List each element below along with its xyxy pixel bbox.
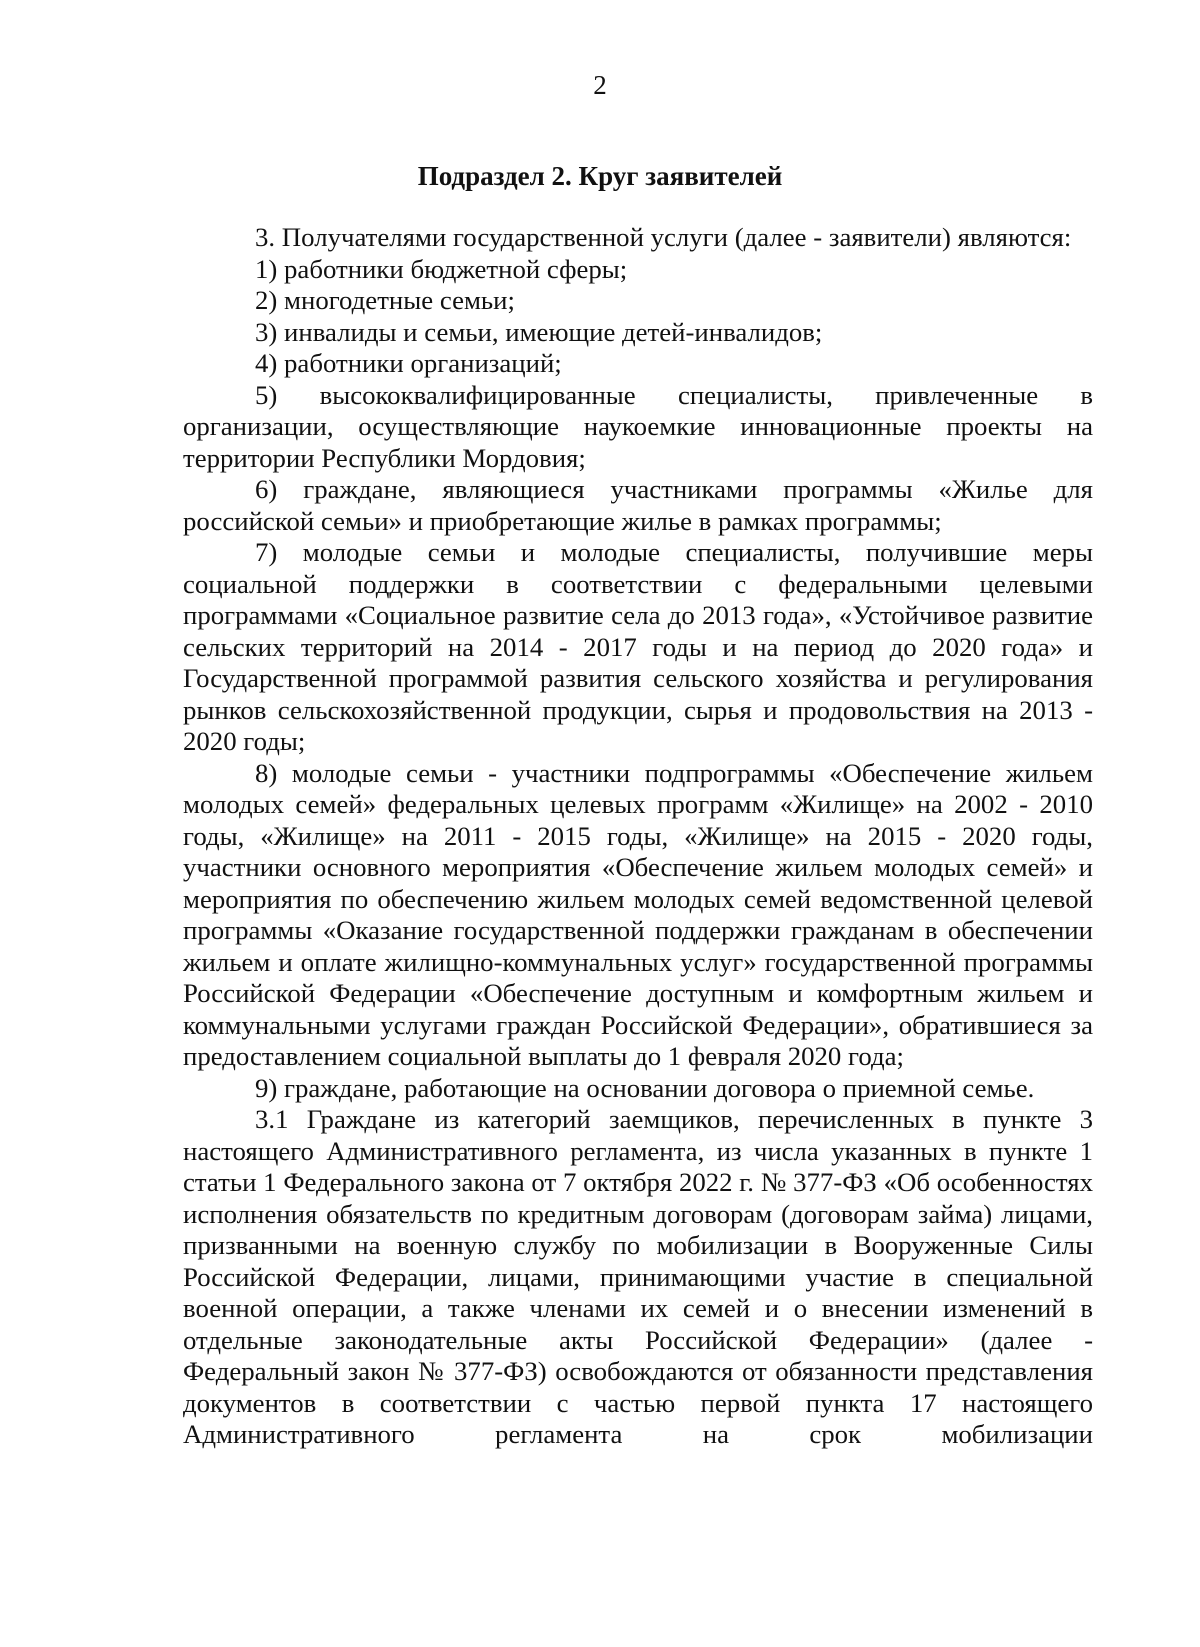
list-item-4: 4) работники организаций; — [255, 348, 562, 378]
list-item-7: 7) молодые семьи и молодые специалисты, получившие меры социальной поддержки в соответствии с федеральными целевыми программами «Социальное развитие села до 2013 года», «Устойчивое развитие сельских территорий на 2014 - 2017 годы и на период до 2020 года» и Государственной программой развития сельского хозяйства и регулирования рынков сельскохозяйственной продукции, сырья и продовольствия на 2013 - 2020 годы; — [183, 537, 1093, 756]
list-item-9: 9) граждане, работающие на основании договора о приемной семье. — [255, 1072, 1035, 1103]
document-body — [183, 222, 1093, 1451]
list-item-5: 5) высококвалифицированные специалисты, привлеченные в организации, осуществляющие наукоемкие инновационные проекты на территории Республики Мордовия; — [183, 379, 1093, 473]
section-heading: Подраздел 2. Круг заявителей — [417, 161, 783, 191]
paragraph-item-3-1: 3.1 Граждане из категорий заемщиков, перечисленных в пункте 3 настоящего Административного регламента, из числа указанных в пункте 1 статьи 1 Федерального закона от 7 октября 2022 г. № 377-ФЗ «Об особенностях исполнения обязательств по кредитным договорам (договорам займа) лицами, призванными на военную службу по мобилизации в Вооруженные Силы Российской Федерации, лицами, принимающими участие в специальной военной операции, а также членами их семей и о внесении изменений в отдельные законодательные акты Российской Федерации» (далее - Федеральный закон № 377-ФЗ) освобождаются от обязанности представления документов в соответствии с частью первой пункта 17 настоящего Административного регламента на срок мобилизации — [183, 1104, 1093, 1449]
list-item-6: 6) граждане, являющиеся участниками программы «Жилье для российской семьи» и приобретающие жилье в рамках программы; — [183, 474, 1093, 536]
list-item-8: 8) молодые семьи - участники подпрограммы «Обеспечение жильем молодых семей» федеральных целевых программ «Жилище» на 2002 - 2010 годы, «Жилище» на 2011 - 2015 годы, «Жилище» на 2015 - 2020 годы, участники основного мероприятия «Обеспечение жильем молодых семей» и мероприятия по обеспечению жильем молодых семей ведомственной целевой программы «Оказание государственной поддержки гражданам в обеспечении жильем и оплате жилищно-коммунальных услуг» государственной программы Российской Федерации «Обеспечение доступным и комфортным жильем и коммунальными услугами граждан Российской Федерации», обратившиеся за предоставлением социальной выплаты до 1 февраля 2020 года; — [183, 757, 1093, 1071]
paragraph-item-3: 3. Получателями государственной услуги (далее - заявители) являются: — [255, 222, 1072, 252]
list-item-2: 2) многодетные семьи; — [255, 285, 515, 315]
list-item-3: 3) инвалиды и семьи, имеющие детей-инвалидов; — [255, 316, 823, 347]
page-number: 2 — [593, 70, 607, 100]
list-item-1: 1) работники бюджетной сферы; — [255, 253, 628, 284]
